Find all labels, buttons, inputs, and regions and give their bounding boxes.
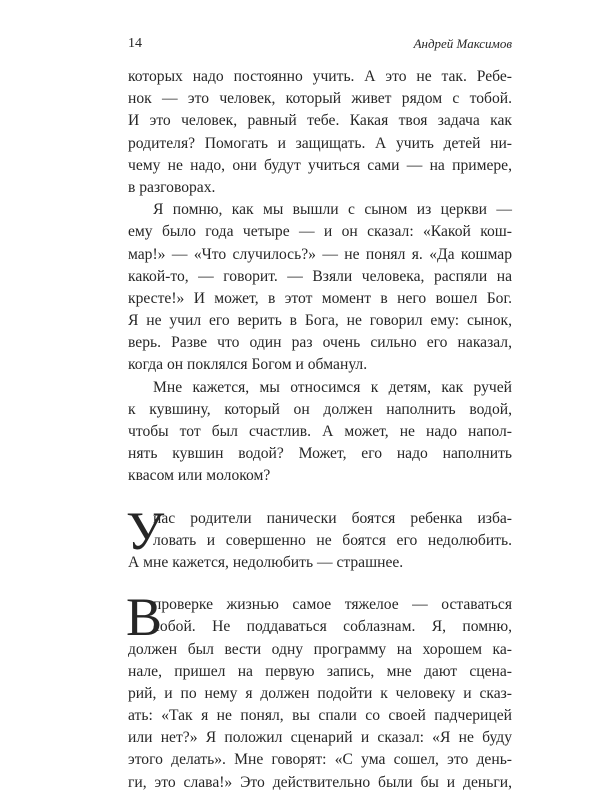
text-line: нять кувшин водой? Может, его надо наполнить [128,445,512,463]
text-line: квасом или молоком? [128,467,271,485]
text-line: проверке жизнью самое тяжелое — оставаться [153,596,512,614]
text-line: чтобы тот был счастлив. А может, не надо напол- [128,423,512,440]
text-line: нок — это человек, который живет рядом с тобой. [128,90,512,108]
text-line: мар!» — «Что случилось?» — не понял я. «Да кошмар [128,245,512,263]
text-line: ловать и совершенно не боятся его недолюбить. [153,531,512,549]
text-line: в разговорах. [128,178,216,196]
page-body [128,66,512,794]
text-line: нас родители панически боятся ребенка изба- [153,509,512,527]
section-gap [128,488,512,508]
text-line: Я помню, как мы вышли с сыном из церкви — [153,201,512,219]
drop-cap-letter: У [126,500,165,561]
text-line: рий, и по нему я должен подойти к человеку и сказ- [128,684,512,702]
text-line: родителя? Помогать и защищать. А учить детей ни- [128,134,512,152]
text-line: ему было года четыре — и он сказал: «Какой кош- [128,223,512,241]
section-drop-cap-u [126,500,512,575]
text-line: Мне кажется, мы относимся к детям, как ручей [153,378,512,396]
text-line: верь. Разве что один раз очень сильно его наказал, [128,334,512,352]
paragraph [128,199,512,377]
text-line: чему не надо, они будут учиться сами — на примере, [128,156,512,174]
text-line: когда он поклялся Богом и обманул. [128,356,368,374]
drop-cap-letter: В [126,587,163,648]
text-line: А мне кажется, недолюбить — страшнее. [128,553,404,571]
text-line: собой. Не поддаваться соблазнам. Я, помню, [153,618,512,636]
section-gap [128,574,512,594]
text-line: кресте!» И может, в этот момент в него вошел Бог. [128,289,512,307]
text-line: какой-то, — говорит. — Взяли человека, распяли на [128,267,512,285]
section-drop-cap-v [126,587,512,794]
page-header [128,36,512,56]
text-line: должен был вести одну программу на хорошем ка- [128,640,512,658]
text-line: или нет?» Я положил сценарий и сказал: «Я не буду [128,729,512,747]
text-line: Я не учил его верить в Бога, не говорил ему: сынок, [128,312,512,330]
text-line: к кувшину, который он должен наполнить водой, [128,400,512,418]
text-line: И это человек, равный тебе. Какая твоя задача как [128,112,512,130]
paragraph [128,66,512,199]
running-head-author: Андрей Максимов [413,36,512,51]
text-line: которых надо постоянно учить. А это не так. Ребе- [128,68,512,85]
text-line: ать: «Так я не понял, вы спали со своей падчерицей [128,707,512,725]
page-number: 14 [128,36,142,51]
text-line: этого делать». Мне говорят: «С ума сошел, это день- [128,751,512,769]
paragraph [128,377,512,488]
text-line: ги, это слава!» Это действительно были бы и деньги, [128,773,512,791]
text-line: нале, пришел на первую запись, мне дают сцена- [128,662,512,680]
